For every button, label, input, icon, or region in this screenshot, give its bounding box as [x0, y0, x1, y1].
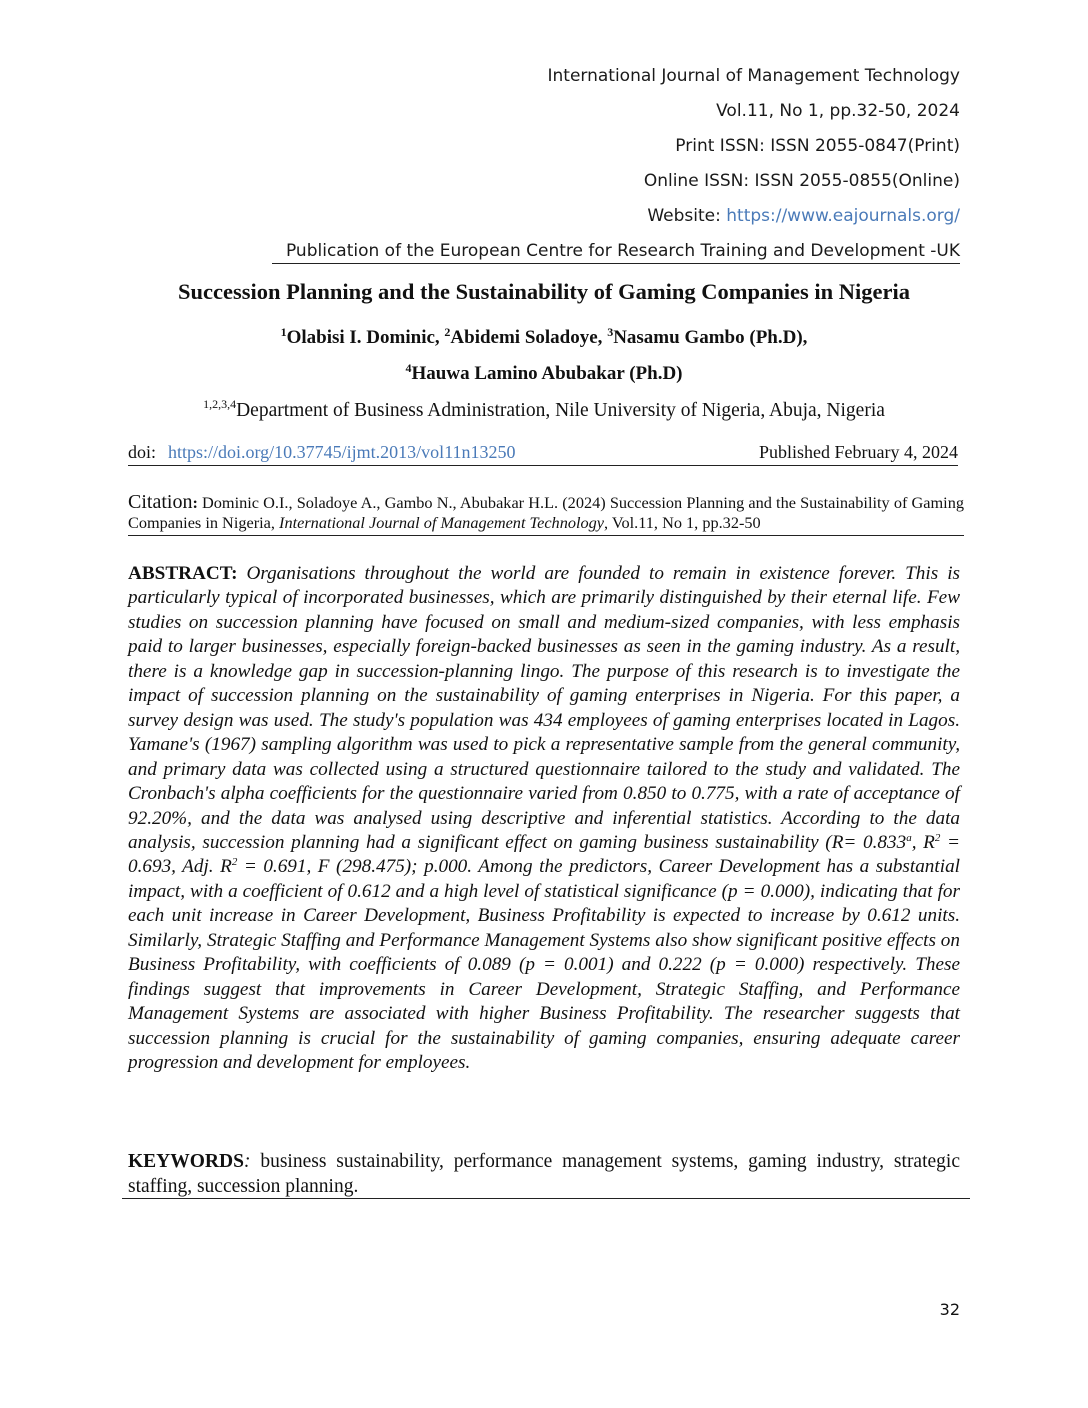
- author-sup: 2: [444, 325, 451, 339]
- keywords: [128, 1150, 960, 1199]
- keywords-colon: :: [243, 1151, 251, 1172]
- website-label: Website:: [647, 206, 721, 226]
- abstract-label: ABSTRACT:: [128, 563, 238, 584]
- website-line: [647, 205, 960, 227]
- print-issn: Print ISSN: ISSN 2055-0847(Print): [675, 136, 960, 156]
- keywords-divider: [122, 1198, 970, 1199]
- journal-volume: Vol.11, No 1, pp.32-50, 2024: [716, 101, 960, 121]
- doi-link[interactable]: https://doi.org/10.37745/ijmt.2013/vol11n13250: [168, 442, 516, 462]
- abstract-text-part: = 0.691, F (298.475); p.000. Among the predictors, Career Development has a substantial impact, with a coefficient of 0.612 and a high level of statistical significance (p = 0.000), indicating that for each unit increase in Career Development, Business Profitability is expected to increase by 0.612 units. Similarly, Strategic Staffing and Performance Management Systems also show significant positive effects on Business Profitability, with coefficients of 0.089 (p = 0.001) and 0.222 (p = 0.000) respectively. These findings suggest that improvements in Career Development, Strategic Staffing, and Performance Management Systems are associated with higher Business Profitability. The researcher suggests that succession planning is crucial for the sustainability of gaming companies, ensuring adequate career progression and development for employees.: [128, 856, 960, 1074]
- citation-volume: , Vol.11, No 1, pp.32-50: [604, 513, 761, 532]
- authors-line-1: [0, 320, 1088, 350]
- affiliation: [0, 392, 1088, 423]
- author-sup: 4: [405, 361, 412, 375]
- online-issn: Online ISSN: ISSN 2055-0855(Online): [643, 171, 960, 191]
- superscript: 2: [934, 831, 941, 844]
- paper-title: Succession Planning and the Sustainability of Gaming Companies in Nigeria: [178, 279, 910, 304]
- publisher-line: Publication of the European Centre for Research Training and Development -UK: [272, 240, 960, 264]
- author-sup: 3: [607, 325, 614, 339]
- citation-journal: International Journal of Management Technology: [279, 513, 605, 532]
- citation: [128, 492, 964, 536]
- abstract-text-part: , R: [911, 831, 935, 853]
- doi-label: doi:: [128, 442, 157, 462]
- superscript: 2: [231, 856, 238, 869]
- author-name: Nasamu Gambo (Ph.D),: [613, 327, 808, 348]
- affiliation-text: Department of Business Administration, Nile University of Nigeria, Abuja, Nigeria: [236, 400, 885, 421]
- abstract: [128, 562, 960, 1076]
- authors-line-2: [0, 356, 1088, 386]
- citation-colon: :: [192, 493, 198, 512]
- page-number: 32: [939, 1300, 960, 1319]
- abstract-text: [128, 563, 960, 1073]
- website-link[interactable]: https://www.eajournals.org/: [726, 206, 960, 226]
- journal-name: International Journal of Management Technology: [547, 66, 960, 86]
- author-sup: 1: [280, 325, 287, 339]
- published-date: Published February 4, 2024: [759, 442, 958, 462]
- superscript: a: [906, 831, 912, 844]
- abstract-text-part: = 0.693, Adj. R: [128, 831, 960, 878]
- keywords-label: KEYWORDS: [128, 1151, 244, 1172]
- author-name: Hauwa Lamino Abubakar (Ph.D): [411, 363, 683, 384]
- author-name: Olabisi I. Dominic,: [286, 327, 440, 348]
- doi-row: [128, 441, 958, 466]
- citation-label: Citation: [128, 491, 193, 513]
- author-name: Abidemi Soladoye,: [450, 327, 603, 348]
- affiliation-sup: 1,2,3,4: [203, 397, 237, 411]
- keywords-text: business sustainability, performance management systems, gaming industry, strategic staffing, succession planning.: [128, 1151, 960, 1197]
- abstract-text-part: Organisations throughout the world are founded to remain in existence forever. This is particularly typical of incorporated businesses, which are primarily distinguished by their eternal life. Few studies on succession planning have focused on small and medium-sized companies, with less emphasis paid to larger businesses, especially foreign-backed businesses as seen in the gaming industry. As a result, there is a knowledge gap in succession-planning lingo. The purpose of this research is to investigate the impact of succession planning on the sustainability of gaming enterprises in Nigeria. For this paper, a survey design was used. The study's population was 434 employees of gaming enterprises located in Lagos. Yamane's (1967) sampling algorithm was used to pick a representative sample from the general community, and primary data was collected using a structured questionnaire tailored to the study and validated. The Cronbach's alpha coefficients for the questionnaire varied from 0.850 to 0.775, with a rate of acceptance of 92.20%, and the data was analysed using descriptive and inferential statistics. According to the data analysis, succession planning had a significant effect on gaming business sustainability (R= 0.833: [128, 563, 960, 853]
- citation-text: Dominic O.I., Soladoye A., Gambo N., Abubakar H.L. (2024) Succession Planning and the Sustainability of Gaming Companies in Nigeria,: [128, 493, 964, 532]
